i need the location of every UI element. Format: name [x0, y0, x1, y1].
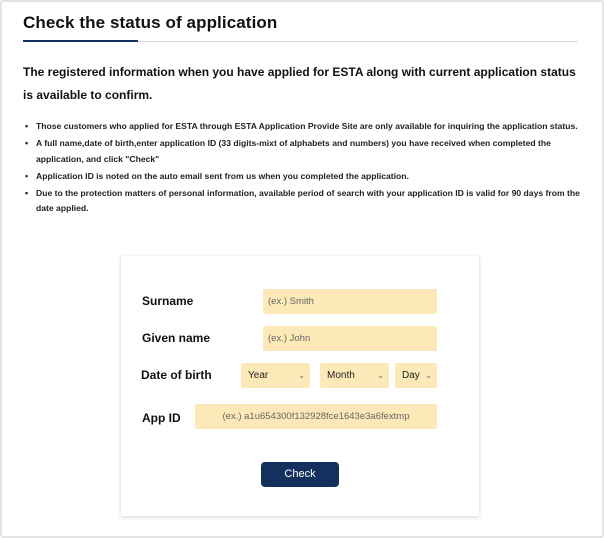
check-button[interactable]: Check: [261, 462, 339, 487]
note-item: • Application ID is noted on the auto email sent from us when you completed the application.: [36, 169, 584, 185]
surname-label: Surname: [142, 294, 194, 308]
dob-label: Date of birth: [141, 368, 212, 382]
day-select[interactable]: [395, 363, 437, 388]
note-item: • Due to the protection matters of personal information, available period of search with your application ID is valid for 90 days from the date applied.: [36, 186, 584, 217]
notes-list: [36, 119, 584, 218]
chevron-down-icon: ⌄: [298, 371, 305, 380]
year-select[interactable]: [241, 363, 310, 388]
note-item: • Those customers who applied for ESTA through ESTA Application Provide Site are only available for inquiring the application status.: [36, 119, 584, 135]
appid-label: App ID: [142, 411, 181, 425]
surname-input[interactable]: (ex.) Smith: [263, 289, 437, 314]
month-value: Month: [327, 370, 355, 381]
intro-text: The registered information when you have applied for ESTA along with current application status is available to confirm.: [23, 65, 576, 102]
status-check-form: [121, 256, 479, 516]
month-select[interactable]: [320, 363, 389, 388]
chevron-down-icon: ⌄: [425, 371, 432, 380]
appid-input[interactable]: (ex.) a1u654300f132928fce1643e3a6fextmp: [195, 404, 437, 429]
page-title: Check the status of application: [23, 13, 278, 32]
note-item: • A full name,date of birth,enter application ID (33 digits-mixt of alphabets and numbers) you have received when completed the application, and click "Check": [36, 136, 584, 167]
day-value: Day: [402, 370, 420, 381]
given-name-input[interactable]: (ex.) John: [263, 326, 437, 351]
year-value: Year: [248, 370, 269, 381]
chevron-down-icon: ⌄: [377, 371, 384, 380]
title-accent-bar: [23, 40, 138, 42]
given-name-label: Given name: [142, 331, 211, 345]
